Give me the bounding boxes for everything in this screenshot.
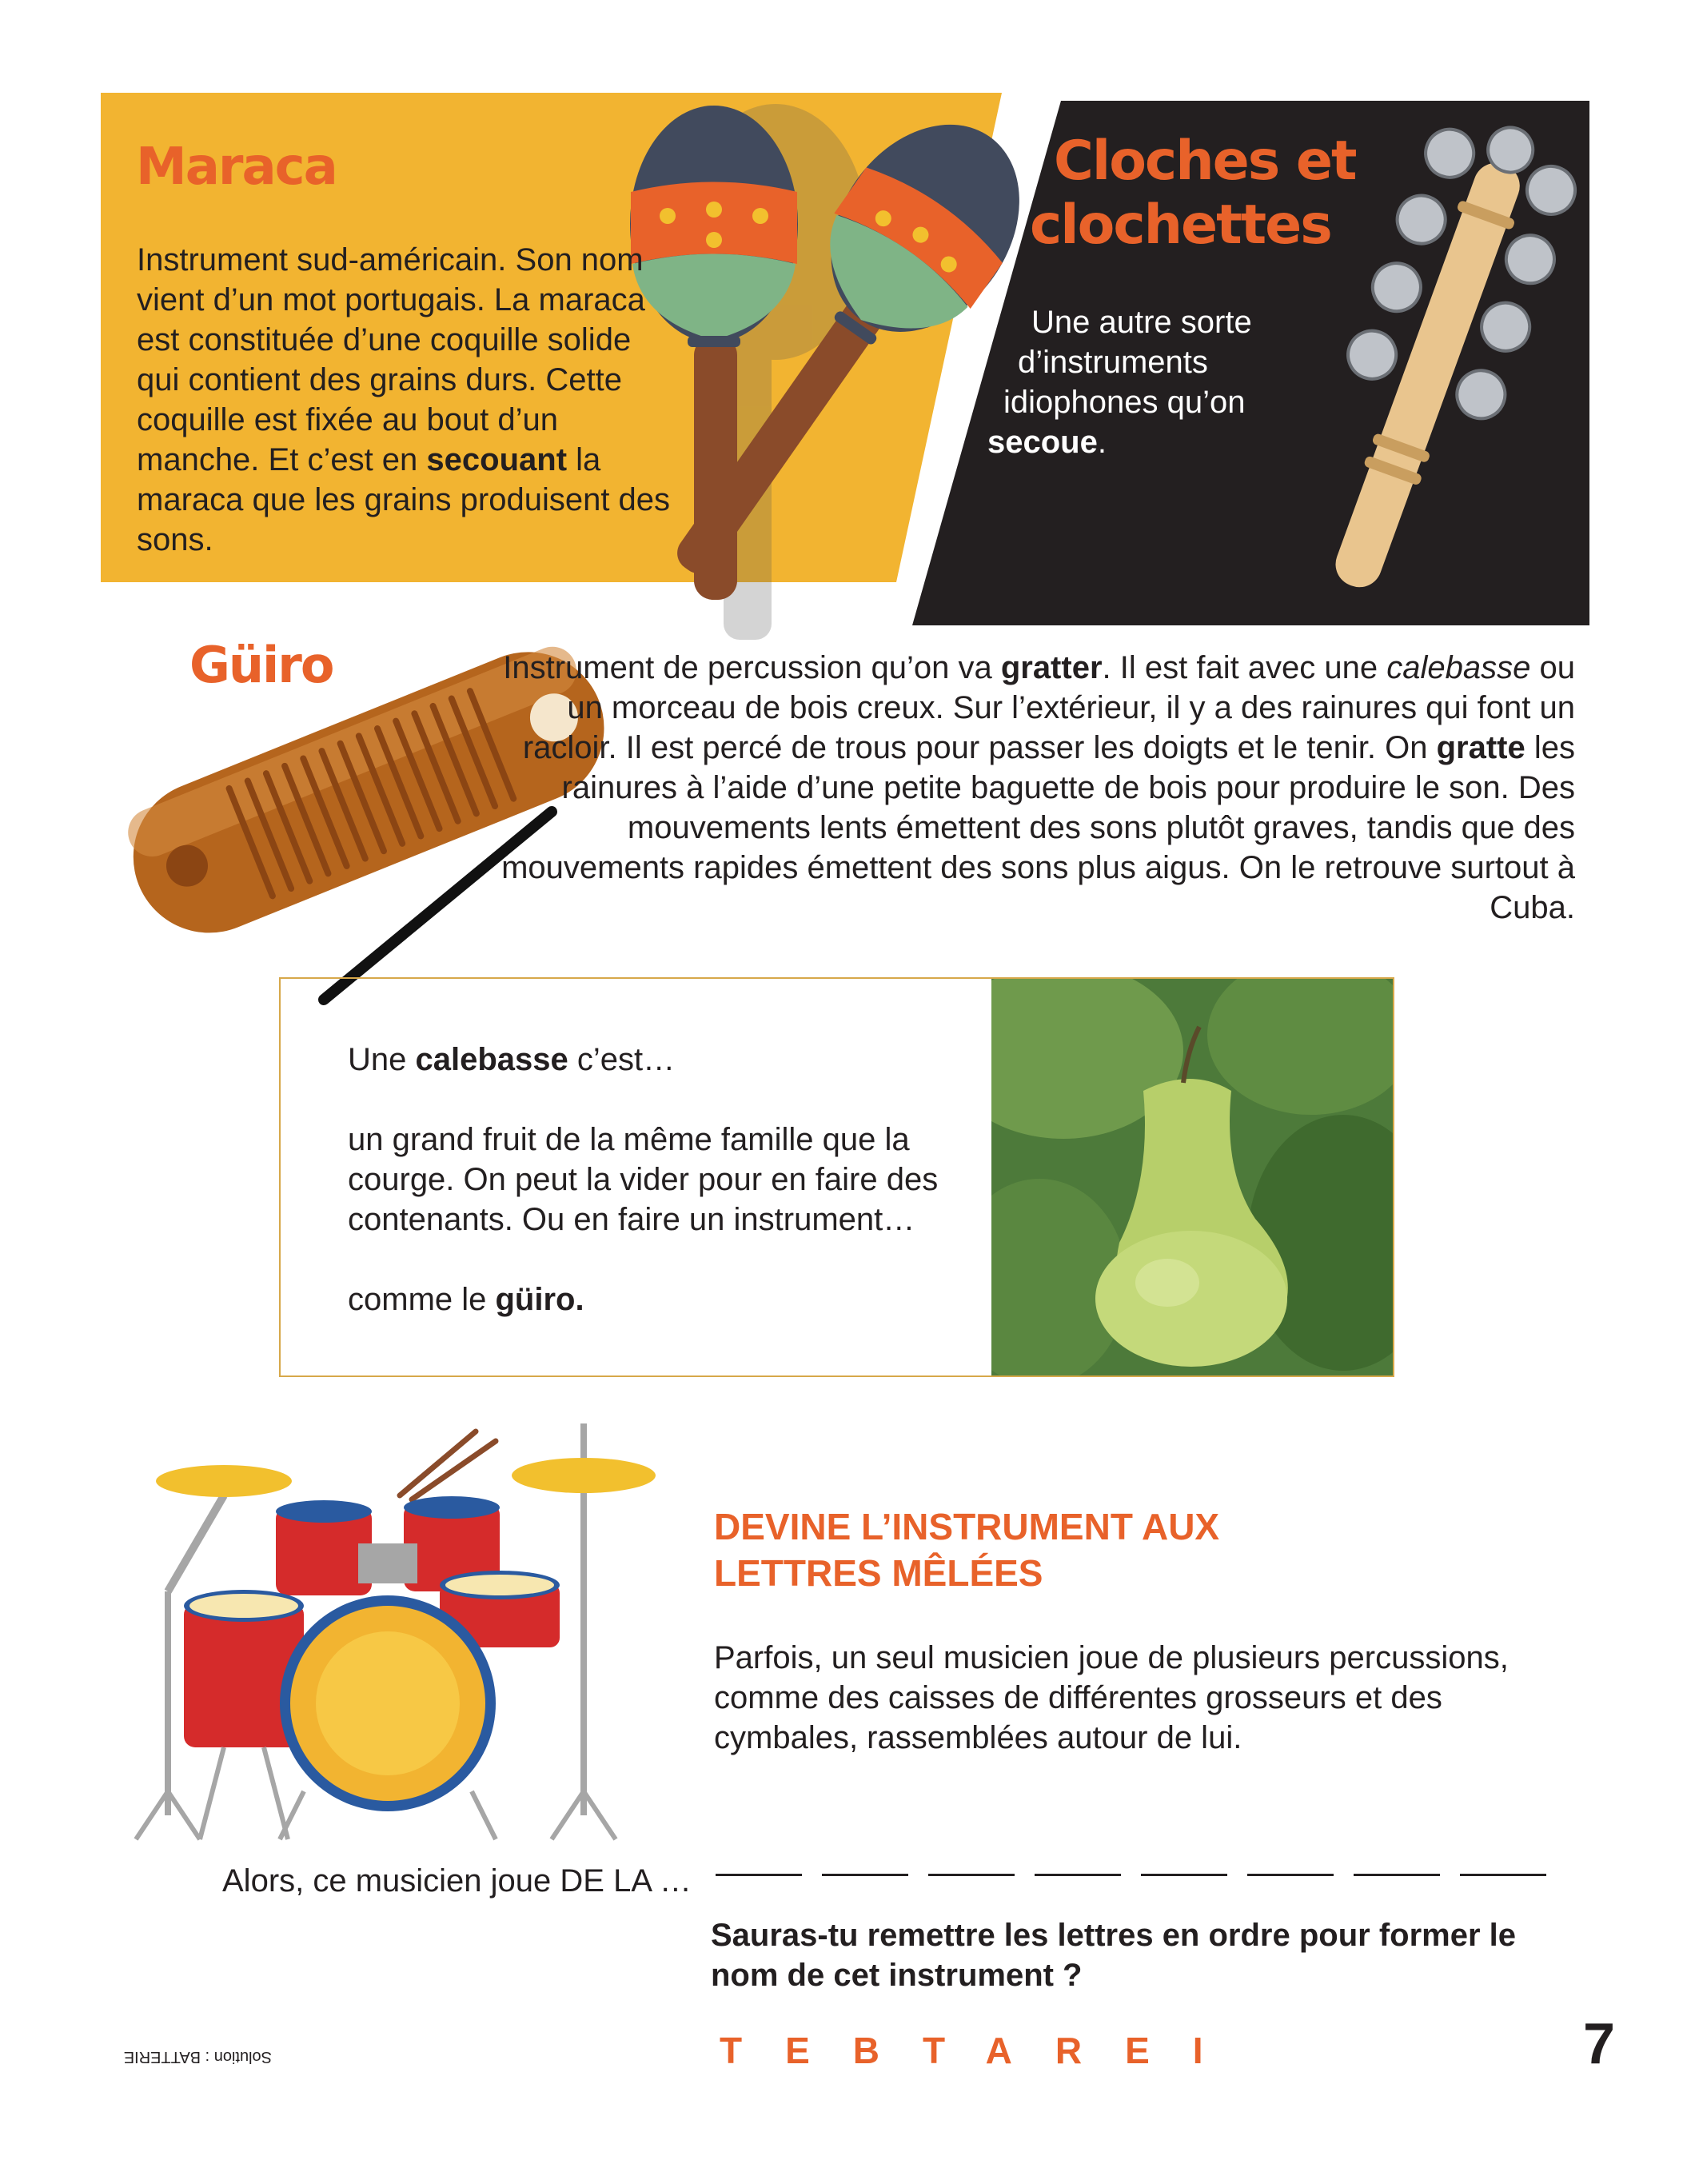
cloches-description: Une autre sorte d’instruments idiophones qu’on secoue. [987, 305, 1252, 460]
puzzle-description: Parfois, un seul musicien joue de plusieurs percussions, comme des caisses de différentes grosseurs et des cymbales, rassemblées autour de lui. [714, 1640, 1509, 1755]
cloches-title-line1: Cloches et [1054, 130, 1356, 193]
guiro-description: Instrument de percussion qu’on va gratter. Il est fait avec une calebasse ou un morceau de bois creux. Sur l’extérieur, il y a des rainures qui font un racloir. Il est percé de trous pour passer les doigts et le tenir. On gratte les rainures à l’aide d’une petite baguette de bois pour produire le son. Des mouvements lents émettent des sons plutôt graves, tandis que des mouvements rapides émettent des sons plus aigus. On le retrouve surtout à Cuba. [501, 650, 1575, 925]
calebasse-definition: un grand fruit de la même famille que la courge. On peut la vider pour en faire des contenants. Ou en faire un instrument… [348, 1122, 939, 1237]
puzzle-heading: DEVINE L’INSTRUMENT AUX LETTRES MÊLÉES [714, 1506, 1220, 1594]
drum-kit-illustration [104, 1391, 680, 1855]
answer-blank[interactable] [1354, 1874, 1440, 1876]
cloches-title-line2: clochettes [1030, 194, 1331, 257]
maraca-description: Instrument sud-américain. Son nom vient d’un mot portugais. La maraca est constituée d’une coquille solide qui contient des grains durs. Cette coquille est fixée au bout d’un manche. Et c’est en secouant la maraca que les grains produisent des sons. [137, 242, 671, 557]
page-number: 7 [1583, 2012, 1616, 2076]
solution-upside-down: Solution : BATTERIE [123, 2048, 272, 2066]
answer-blank[interactable] [716, 1874, 802, 1876]
calebasse-text [348, 1040, 971, 1320]
answer-blank[interactable] [1035, 1874, 1121, 1876]
cloches-title [1030, 130, 1390, 258]
calebasse-photo [991, 979, 1393, 1375]
answer-blank[interactable] [1247, 1874, 1334, 1876]
answer-blank[interactable] [1460, 1874, 1546, 1876]
answer-blank[interactable] [1141, 1874, 1227, 1876]
answer-blank[interactable] [928, 1874, 1015, 1876]
guiro-title: Güiro [189, 636, 333, 694]
calebasse-ending: comme le güiro. [348, 1282, 584, 1317]
scrambled-letters: TEBTAREI [720, 2030, 1246, 2071]
answer-blanks[interactable] [716, 1874, 1555, 1882]
maraca-title: Maraca [136, 138, 337, 197]
calebasse-intro: Une calebasse c’est… [348, 1042, 676, 1077]
puzzle-question: Sauras-tu remettre les lettres en ordre pour former le nom de cet instrument ? [711, 1918, 1516, 1993]
answer-blank[interactable] [822, 1874, 908, 1876]
puzzle-prompt: Alors, ce musicien joue DE LA … [222, 1863, 692, 1899]
